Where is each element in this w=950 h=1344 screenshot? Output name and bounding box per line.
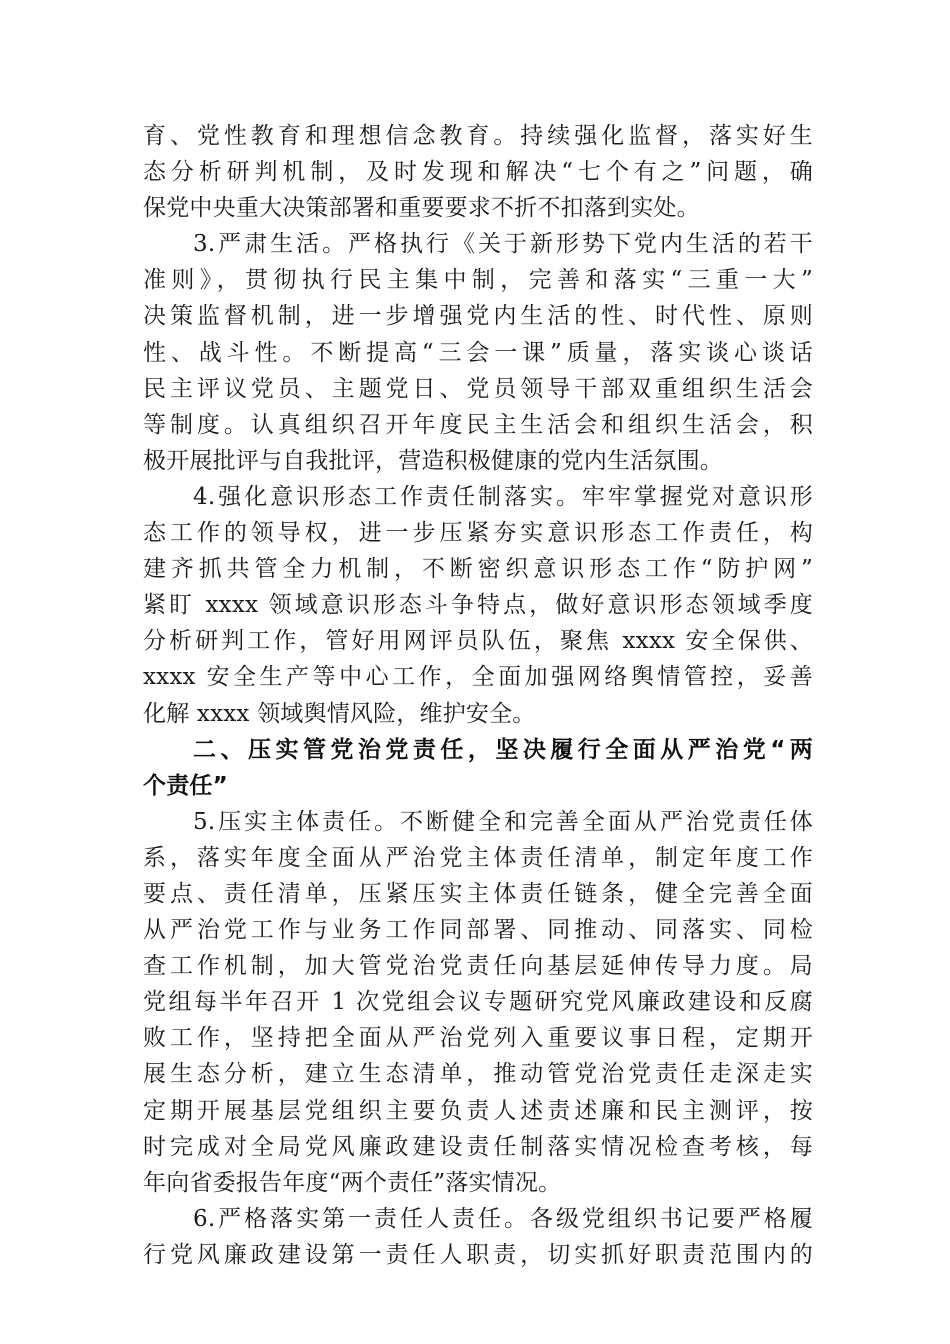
body-text-line: 准则》，贯彻执行民主集中制，完善和落实“三重一大”	[143, 267, 813, 294]
body-text-line: 等制度。认真组织召开年度民主生活会和组织生活会，积	[143, 411, 813, 438]
document-body	[143, 118, 813, 1273]
body-text-line: xxxx 安全生产等中心工作，全面加强网络舆情管控，妥善	[143, 664, 813, 691]
body-text-line: 败工作，坚持把全面从严治党列入重要议事日程，定期开	[143, 1025, 813, 1052]
body-text-line: 4.强化意识形态工作责任制落实。牢牢掌握党对意识形	[193, 483, 813, 510]
section-heading-line: 个责任”	[143, 772, 228, 799]
body-text-line: 行党风廉政建设第一责任人职责，切实抓好职责范围内的	[143, 1241, 813, 1268]
body-text-line: 化解 xxxx 领域舆情风险，维护安全。	[143, 700, 536, 727]
body-text-line: 保党中央重大决策部署和重要要求不折不扣落到实处。	[143, 195, 700, 222]
body-text-line: 展生态分析，建立生态清单，推动管党治党责任走深走实	[143, 1061, 813, 1088]
body-text-line: 紧盯 xxxx 领域意识形态斗争特点，做好意识形态领域季度	[143, 592, 813, 619]
body-text-line: 查工作机制，加大管党治党责任向基层延伸传导力度。局	[143, 953, 813, 980]
body-text-line: 要点、责任清单，压紧压实主体责任链条，健全完善全面	[143, 880, 813, 907]
body-text-line: 极开展批评与自我批评，营造积极健康的党内生活氛围。	[143, 447, 723, 474]
body-text-line: 5.压实主体责任。不断健全和完善全面从严治党责任体	[193, 808, 813, 835]
body-text-line: 性、战斗性。不断提高“三会一课”质量，落实谈心谈话	[143, 339, 813, 366]
body-text-line: 育、党性教育和理想信念教育。持续强化监督，落实好生	[143, 123, 813, 149]
body-text-line: 时完成对全局党风廉政建设责任制落实情况检查考核，每	[143, 1133, 813, 1160]
body-text-line: 定期开展基层党组织主要负责人述责述廉和民主测评，按	[143, 1097, 813, 1124]
section-heading-line: 二、压实管党治党责任，坚决履行全面从严治党“两	[193, 736, 813, 763]
body-text-line: 决策监督机制，进一步增强党内生活的性、时代性、原则	[143, 303, 813, 330]
body-text-line: 系，落实年度全面从严治党主体责任清单，制定年度工作	[143, 844, 813, 871]
body-text-line: 年向省委报告年度“两个责任”落实情况。	[143, 1169, 562, 1196]
body-text-line: 分析研判工作，管好用网评员队伍，聚焦 xxxx 安全保供、	[143, 628, 813, 655]
body-text-line: 态工作的领导权，进一步压紧夯实意识形态工作责任，构	[143, 520, 813, 547]
body-text-line: 态分析研判机制，及时发现和解决“七个有之”问题，确	[143, 159, 813, 186]
body-text-line: 从严治党工作与业务工作同部署、同推动、同落实、同检	[143, 917, 813, 944]
body-text-line: 6.严格落实第一责任人责任。各级党组织书记要严格履	[193, 1205, 813, 1232]
body-text-line: 民主评议党员、主题党日、党员领导干部双重组织生活会	[143, 375, 813, 402]
body-text-line: 建齐抓共管全力机制，不断密织意识形态工作“防护网”	[143, 556, 813, 583]
body-text-line: 3.严肃生活。严格执行《关于新形势下党内生活的若干	[193, 231, 813, 258]
body-text-line: 党组每半年召开 1 次党组会议专题研究党风廉政建设和反腐	[143, 989, 813, 1016]
